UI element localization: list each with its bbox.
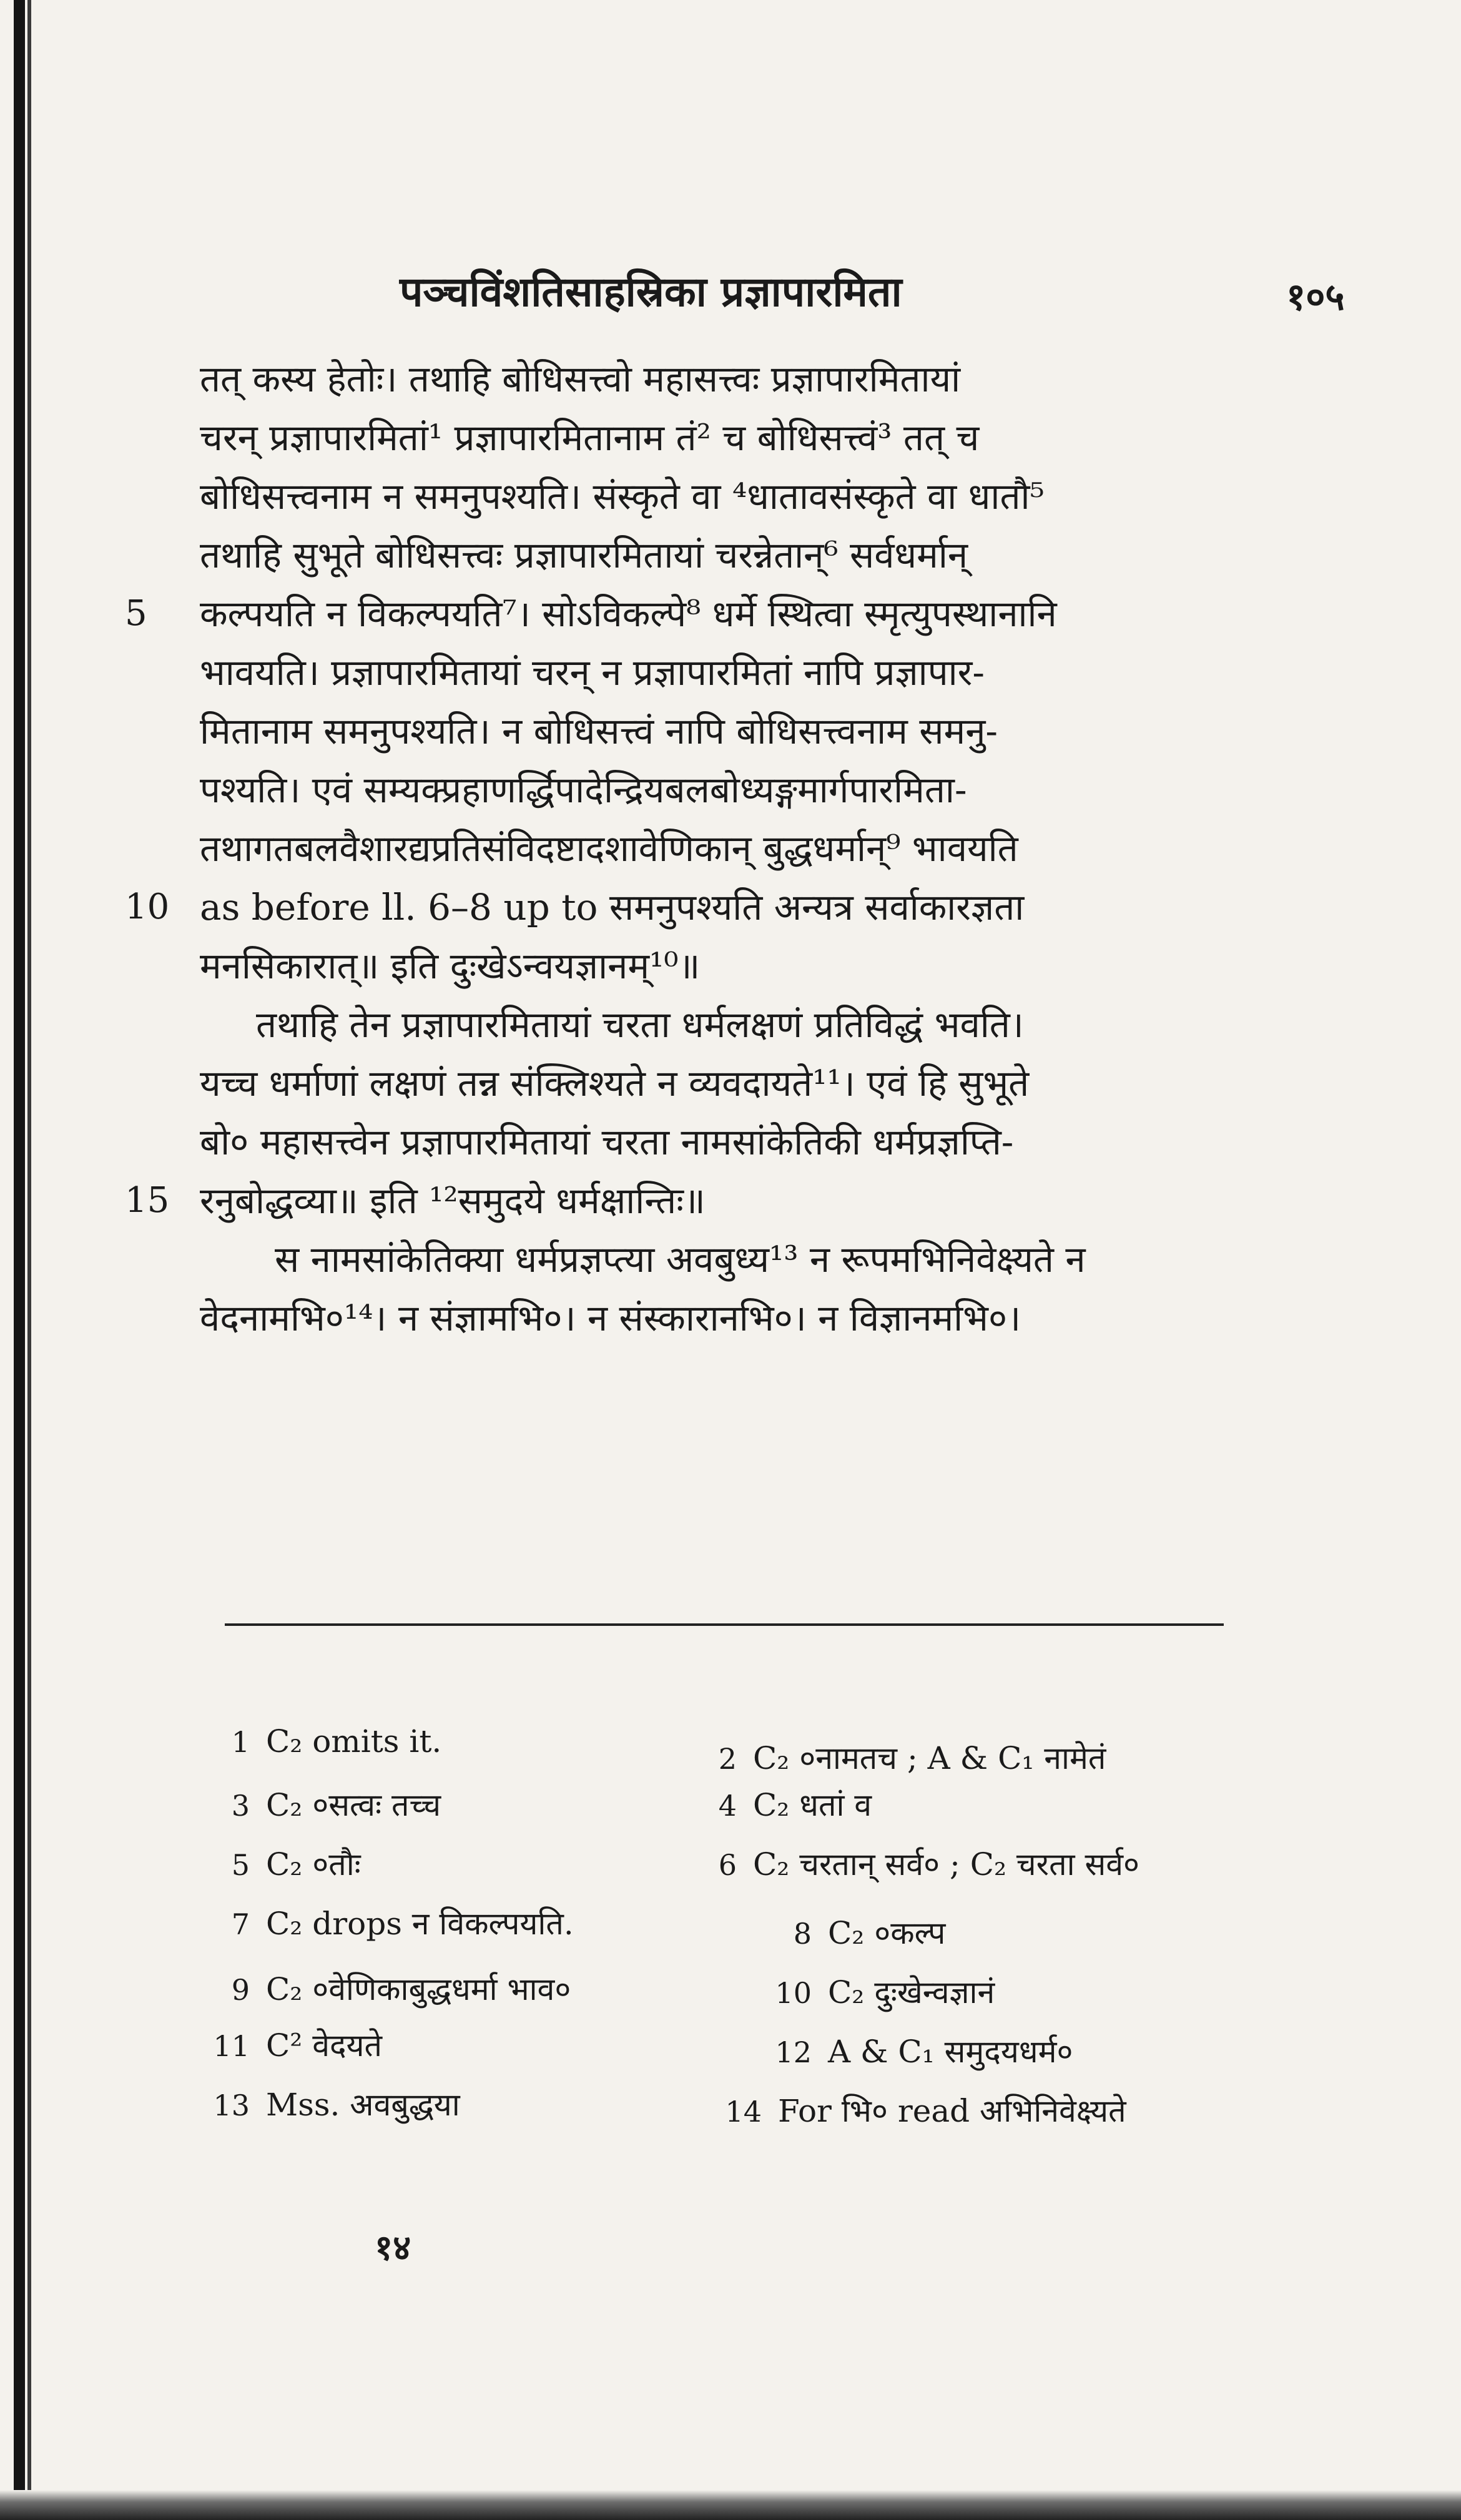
footnote-item (768, 1911, 945, 1953)
line-text: वेदनामभि०¹⁴। न संज्ञामभि०। न संस्कारानभि०। न विज्ञानमभि०। (200, 1297, 1021, 1339)
page-number: १०५ (1286, 275, 1345, 319)
footnote-divider (225, 1623, 1224, 1626)
footnote-number: 8 (793, 1917, 812, 1951)
footnote-item (206, 1783, 441, 1825)
footnote-number: 7 (231, 1907, 250, 1941)
footnote-item (206, 1723, 441, 1760)
text-line (125, 1171, 1324, 1230)
line-text: मितानाम समनुपश्यति। न बोधिसत्त्वं नापि बोधिसत्त्वनाम समनु- (200, 710, 998, 752)
text-line (200, 643, 1324, 702)
footnote-number: 6 (718, 1848, 737, 1882)
footnote-text: C₂ धतां व (753, 1787, 872, 1823)
footnote-item (693, 1842, 1139, 1884)
footnote-item (206, 1901, 574, 1944)
footnote-item (693, 1783, 872, 1825)
footnote-item (718, 2089, 1126, 2131)
text-line (200, 1113, 1324, 1171)
text-line (200, 760, 1324, 819)
page-bottom-edge (0, 2490, 1461, 2520)
line-text: तथाहि सुभूते बोधिसत्त्वः प्रज्ञापारमितायां चरन्नेतान्⁶ सर्वधर्मान् (200, 534, 968, 576)
footnote-text: C₂ ०नामतच ; A & C₁ नामेतं (753, 1740, 1106, 1776)
footnote-number: 3 (231, 1789, 250, 1823)
line-number: 5 (125, 593, 147, 634)
line-text: रनुबोद्धव्या॥ इति ¹²समुदये धर्मक्षान्तिः॥ (200, 1179, 706, 1222)
footnote-text: C₂ drops न विकल्पयति. (266, 1906, 574, 1942)
footnote-item (206, 2023, 382, 2065)
text-line (200, 1230, 1324, 1289)
signature-mark: १४ (375, 2227, 411, 2268)
text-line (200, 702, 1324, 760)
text-line (200, 937, 1324, 995)
line-text: तथागतबलवैशारद्यप्रतिसंविदष्टादशावेणिकान् बुद्धधर्मान्⁹ भावयति (200, 827, 1018, 870)
page-title: पञ्चविंशतिसाहस्रिका प्रज्ञापारमिता (400, 267, 902, 316)
footnote-text: C² वेदयते (266, 2027, 383, 2064)
text-line (200, 1054, 1324, 1113)
footnote-number: 14 (725, 2095, 762, 2129)
footnote-text: C₂ ०वेणिकाबुद्धधर्मा भाव० (266, 1971, 571, 2007)
footnote-text: C₂ चरतान् सर्व० ; C₂ चरता सर्व० (753, 1846, 1140, 1883)
line-text: बो० महासत्त्वेन प्रज्ञापारमितायां चरता नामसांकेतिकी धर्मप्रज्ञप्ति- (200, 1121, 1014, 1163)
footnote-text: A & C₁ समुदयधर्म० (828, 2034, 1073, 2070)
text-line (200, 467, 1324, 526)
book-spine-edge (27, 0, 31, 2520)
footnote-text: Mss. अवबुद्धया (266, 2087, 460, 2123)
footnote-text: C₂ ०तौः (266, 1846, 361, 1883)
footnote-text: C₂ ०सत्वः तच्च (266, 1787, 441, 1823)
text-line (200, 350, 1324, 408)
footnote-item (206, 1967, 571, 2009)
footnote-text: C₂ omits it. (266, 1723, 442, 1760)
book-spine-shadow (14, 0, 25, 2520)
footnote-number: 5 (231, 1848, 250, 1882)
footnote-text: C₂ दुःखेन्वज्ञानं (828, 1974, 995, 2011)
footnote-item (206, 1842, 361, 1884)
footnote-item (206, 2082, 460, 2125)
line-text: तथाहि तेन प्रज्ञापारमितायां चरता धर्मलक्षणं प्रतिविद्धं भवति। (256, 1003, 1024, 1046)
line-text: पश्यति। एवं सम्यक्प्रहाणर्द्धिपादेन्द्रियबलबोध्यङ्गमार्गपारमिता- (200, 769, 967, 811)
text-line (200, 526, 1324, 584)
line-number: 15 (125, 1180, 170, 1221)
line-text: तत् कस्य हेतोः। तथाहि बोधिसत्त्वो महासत्त्वः प्रज्ञापारमितायां (200, 358, 961, 400)
footnote-number: 12 (775, 2035, 812, 2069)
text-line (125, 878, 1324, 937)
main-text (125, 350, 1324, 1347)
line-text: कल्पयति न विकल्पयति⁷। सोऽविकल्पे⁸ धर्मे स्थित्वा स्मृत्युपस्थानानि (200, 593, 1057, 635)
footnote-text: C₂ ०कल्प (828, 1915, 946, 1951)
footnote-number: 1 (231, 1725, 250, 1759)
text-line (200, 995, 1324, 1054)
line-text: बोधिसत्त्वनाम न समनुपश्यति। संस्कृते वा ⁴धातावसंस्कृते वा धातौ⁵ (200, 475, 1045, 518)
footnote-item (768, 1970, 995, 2012)
line-text: चरन् प्रज्ञापारमितां¹ प्रज्ञापारमितानाम तं² च बोधिसत्त्वं³ तत् च (200, 416, 980, 459)
footnote-item (693, 1736, 1106, 1778)
text-line (200, 819, 1324, 878)
line-text: भावयति। प्रज्ञापारमितायां चरन् न प्रज्ञापारमितां नापि प्रज्ञापार- (200, 651, 985, 694)
line-text: स नामसांकेतिक्या धर्मप्रज्ञप्त्या अवबुध्य¹³ न रूपमभिनिवेक्ष्यते न (275, 1238, 1086, 1281)
footnote-number: 13 (213, 2089, 250, 2122)
footnote-number: 9 (231, 1973, 250, 2007)
footnote-number: 10 (775, 1976, 812, 2010)
footnote-number: 11 (213, 2029, 250, 2063)
line-text: मनसिकारात्॥ इति दुःखेऽन्वयज्ञानम्¹⁰॥ (200, 945, 701, 987)
footnote-number: 4 (718, 1789, 737, 1823)
footnote-number: 2 (718, 1742, 737, 1776)
line-number: 10 (125, 887, 170, 927)
line-text: यच्च धर्माणां लक्षणं तन्न संक्लिश्यते न व्यवदायते¹¹। एवं हि सुभूते (200, 1062, 1030, 1105)
text-line (125, 584, 1324, 643)
text-line (200, 408, 1324, 467)
line-text: as before ll. 6–8 up to समनुपश्यति अन्यत्र सर्वाकारज्ञता (200, 886, 1025, 928)
text-line (200, 1289, 1324, 1347)
footnote-item (768, 2029, 1073, 2072)
footnote-text: For भि० read अभिनिवेक्ष्यते (778, 2093, 1126, 2129)
